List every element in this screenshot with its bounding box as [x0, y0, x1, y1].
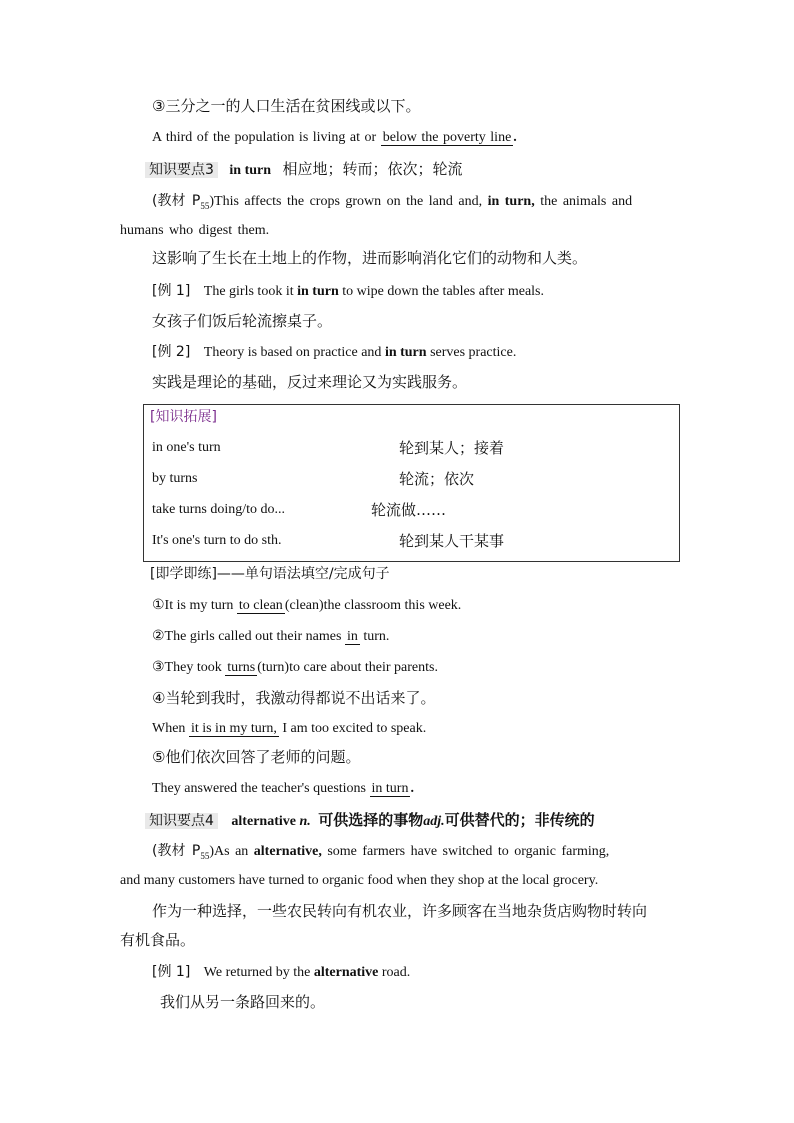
point4-ex1-bold: alternative	[313, 965, 379, 980]
point3-source-cont: humans who digest them.	[120, 223, 270, 238]
practice-q3-pre: ③They took	[152, 660, 226, 675]
practice-q5-answer: in turn	[371, 781, 409, 796]
practice-q4	[152, 719, 426, 739]
point3-ex2-pre: Theory is based on practice and	[203, 345, 385, 360]
point4-meaning1: 可供选择的事物	[318, 811, 424, 829]
practice-q1-pre: ①It is my turn	[152, 598, 237, 613]
point4-source-page: 55	[200, 850, 210, 861]
point3-ex2-bold: in turn	[384, 345, 427, 360]
point3-ex2-post: serves practice.	[426, 345, 517, 360]
point3-ex1-cn: 女孩子们饭后轮流擦桌子。	[152, 312, 333, 330]
point4-source-cn2: 有机食品。	[120, 931, 196, 949]
point3-example2	[152, 342, 516, 363]
point4-source	[152, 841, 609, 866]
point3-source-label: (教材 P	[152, 193, 201, 209]
point4-example1	[152, 962, 410, 983]
practice-q4-answer: it is in my turn,	[190, 721, 277, 736]
point4-source-label: (教材 P	[152, 843, 201, 859]
point3-source-rest: the animals and	[534, 194, 633, 209]
practice-q3-answer: turns	[227, 660, 256, 675]
point4-source-text: )As an	[209, 844, 254, 859]
point3-source-bold: in turn,	[487, 194, 535, 209]
point3-source-page: 55	[200, 200, 210, 211]
expansion-row-en: in one's turn	[152, 440, 221, 455]
practice-q3	[152, 658, 438, 678]
practice-q5-pre: They answered the teacher's questions	[152, 781, 370, 796]
point3-phrase: in turn	[229, 163, 272, 178]
practice-q1	[152, 596, 461, 616]
point4-ex1-cn: 我们从另一条路回来的。	[160, 993, 326, 1011]
practice-q2-post: turn.	[359, 629, 390, 644]
expansion-row-en: by turns	[152, 471, 198, 486]
practice-q4-pre: When	[152, 721, 189, 736]
expansion-title: [知识拓展]	[150, 409, 217, 425]
point4-ex1-label: [例 1]	[152, 964, 191, 980]
point4-meaning2: 可供替代的；非传统的	[444, 811, 595, 829]
practice-q2-answer: in	[346, 629, 358, 644]
point3-meaning: 相应地；转而；依次；轮流	[282, 160, 463, 178]
point4-source-rest: some farmers have switched to organic farming,	[321, 844, 610, 859]
practice-q4-post: I am too excited to speak.	[278, 721, 427, 736]
point4-pos2: adj.	[423, 814, 445, 829]
point4-heading	[145, 810, 595, 832]
practice-q5-post: .	[410, 781, 414, 796]
point3-example1	[152, 281, 544, 302]
expansion-row-cn: 轮到某人干某事	[399, 532, 505, 550]
poverty-sentence-pre: A third of the population is living at or	[152, 130, 381, 145]
expansion-row-en: It's one's turn to do sth.	[152, 533, 282, 548]
practice-q1-answer: to clean	[238, 598, 283, 613]
practice-q4-cn: ④当轮到我时，我激动得都说不出话来了。	[152, 689, 436, 707]
practice-q3-post: (turn)to care about their parents.	[257, 660, 438, 675]
point3-source-cn: 这影响了生长在土地上的作物，进而影响消化它们的动物和人类。	[152, 249, 588, 267]
point3-source-text: )This affects the crops grown on the land and,	[209, 194, 488, 209]
point3-heading	[145, 159, 463, 181]
point4-source-cn1: 作为一种选择，一些农民转向有机农业，许多顾客在当地杂货店购物时转向	[152, 902, 648, 920]
expansion-row-cn: 轮流做……	[371, 501, 447, 519]
point4-source-bold: alternative,	[253, 844, 322, 859]
point4-pos1: n.	[299, 814, 311, 829]
practice-q5	[152, 779, 414, 799]
expansion-row-en: take turns doing/to do...	[152, 502, 285, 517]
poverty-sentence-end: .	[513, 130, 517, 145]
practice-q2	[152, 627, 389, 647]
point4-ex1-pre: We returned by the	[203, 965, 314, 980]
point4-source-cont: and many customers have turned to organic food when they shop at the local grocery.	[120, 873, 599, 888]
practice-q2-pre: ②The girls called out their names	[152, 629, 345, 644]
practice-title: [即学即练]——单句语法填空/完成句子	[150, 566, 390, 582]
expansion-row-cn: 轮流；依次	[399, 470, 475, 488]
point4-word: alternative	[231, 814, 296, 829]
point3-ex1-post: to wipe down the tables after meals.	[338, 284, 545, 299]
poverty-sentence-en	[152, 128, 517, 148]
point4-ex1-post: road.	[378, 965, 411, 980]
point4-tag: 知识要点4	[145, 813, 218, 829]
poverty-sentence-cn: ③三分之一的人口生活在贫困线或以下。	[152, 97, 421, 115]
point3-ex1-bold: in turn	[297, 284, 339, 299]
practice-q5-cn: ⑤他们依次回答了老师的问题。	[152, 748, 361, 766]
expansion-row-cn: 轮到某人；接着	[399, 439, 505, 457]
point3-ex1-pre: The girls took it	[203, 284, 298, 299]
point3-source	[152, 191, 632, 216]
point3-ex2-cn: 实践是理论的基础，反过来理论又为实践服务。	[152, 373, 468, 391]
point3-ex2-label: [例 2]	[152, 344, 191, 360]
point3-ex1-label: [例 1]	[152, 283, 191, 299]
point3-tag: 知识要点3	[145, 162, 218, 178]
practice-q1-post: (clean)the classroom this week.	[284, 598, 462, 613]
poverty-answer-blank: below the poverty line	[382, 130, 512, 145]
